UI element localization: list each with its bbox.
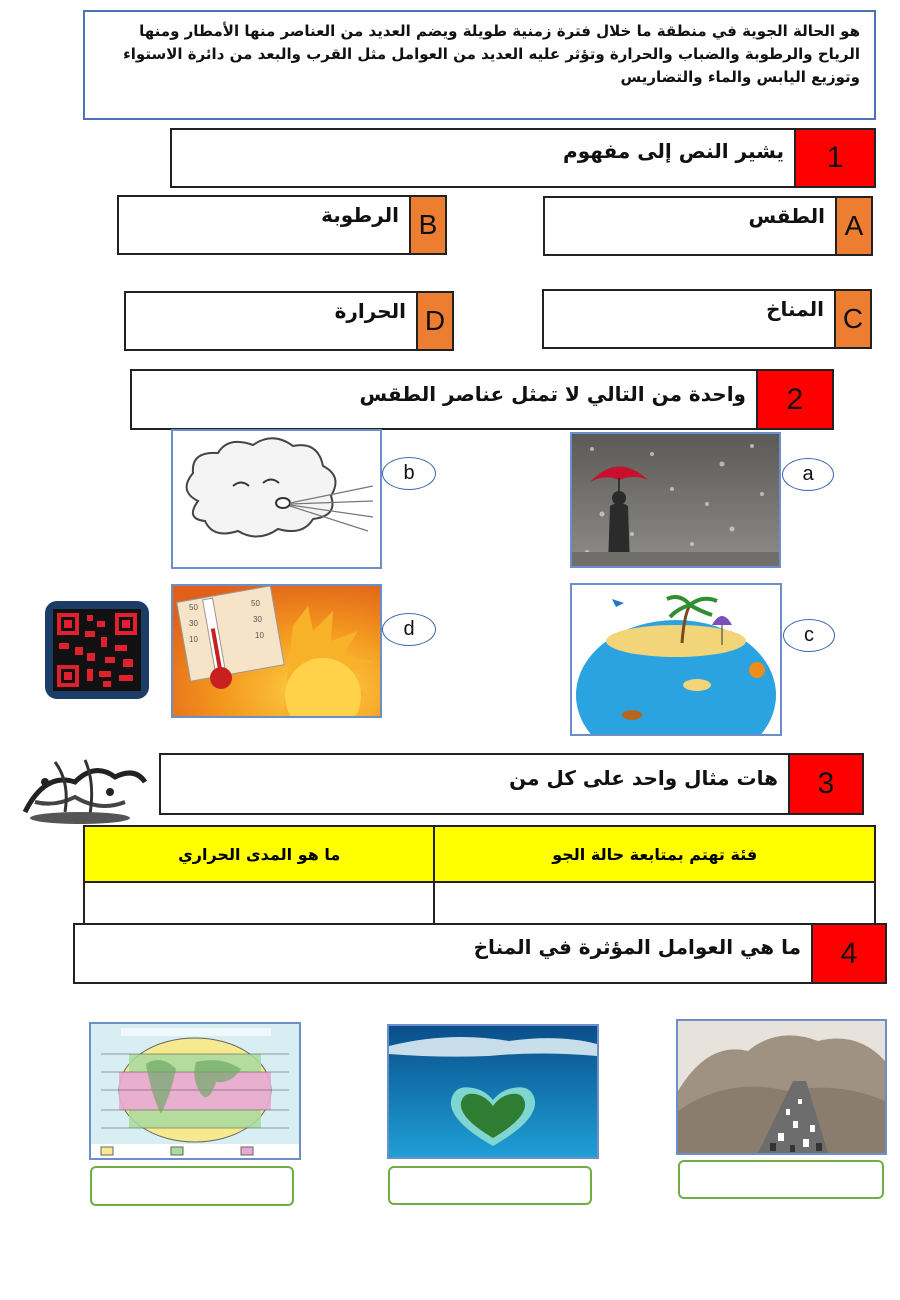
answer-box-climate-zones-map[interactable]	[90, 1166, 294, 1206]
globe-island-icon	[572, 585, 780, 734]
question-number: 4	[811, 925, 885, 982]
svg-text:10: 10	[255, 631, 264, 640]
heart-island-icon	[389, 1026, 597, 1157]
question-4	[73, 923, 887, 984]
image-a[interactable]	[570, 432, 781, 568]
passage-text: هو الحالة الجوية في منطقة ما خلال فترة زمنية طويلة ويضم العديد من العناصر منها الأمطار ومنها الرياح والرطوبة والضباب والحرارة وتؤثر عليه العديد من العوامل مثل القرب والبعد من دائرة الاستواء وتوزيع اليابس والماء والتضاريس	[123, 22, 860, 86]
climate-zones-map-icon	[91, 1024, 299, 1158]
question-2	[130, 369, 834, 430]
option-text: المناخ	[766, 297, 824, 321]
image-c[interactable]	[570, 583, 782, 736]
question-text: ما هي العوامل المؤثرة في المناخ	[473, 934, 801, 959]
option-c[interactable]	[542, 289, 872, 349]
rain-umbrella-icon	[572, 434, 779, 566]
question-number: 1	[794, 130, 874, 186]
question-text: هات مثال واحد على كل من	[509, 766, 778, 790]
svg-text:10: 10	[189, 635, 198, 644]
answer-box-mountain-road[interactable]	[678, 1160, 884, 1199]
option-text: الحرارة	[334, 299, 406, 323]
option-d[interactable]	[124, 291, 454, 351]
calligraphy-ornament-icon	[15, 752, 150, 827]
wind-cloud-icon	[173, 431, 380, 567]
option-text: الطقس	[748, 204, 825, 228]
image-label: d	[403, 618, 415, 640]
mountain-road-icon	[678, 1021, 885, 1153]
passage-box	[83, 10, 876, 120]
option-a[interactable]	[543, 196, 873, 256]
svg-text:30: 30	[189, 619, 198, 628]
svg-text:50: 50	[251, 599, 260, 608]
option-letter: C	[834, 291, 870, 347]
option-b[interactable]	[117, 195, 447, 255]
image-label: c	[804, 624, 814, 646]
option-text: الرطوبة	[321, 203, 399, 227]
image-b[interactable]	[171, 429, 382, 569]
image-climate-zones-map[interactable]	[89, 1022, 301, 1160]
table-header-weather-group: فئة تهتم بمتابعة حالة الجو	[434, 826, 875, 882]
table-answer-cell-1[interactable]	[434, 882, 875, 924]
image-heart-island[interactable]	[387, 1024, 599, 1159]
table-header-temperature-range: ما هو المدى الحراري	[84, 826, 434, 882]
answer-table	[83, 825, 876, 925]
label-c-bubble	[783, 619, 835, 652]
image-d[interactable]	[171, 584, 382, 718]
thermometer-sun-icon	[173, 586, 380, 716]
label-d-bubble	[382, 613, 436, 646]
option-letter: A	[835, 198, 871, 254]
question-number: 3	[788, 755, 862, 813]
image-label: b	[403, 462, 415, 484]
answer-box-heart-island[interactable]	[388, 1166, 592, 1205]
option-letter: D	[416, 293, 452, 349]
question-1	[170, 128, 876, 188]
svg-text:30: 30	[253, 615, 262, 624]
question-3	[159, 753, 864, 815]
label-a-bubble	[782, 458, 834, 491]
table-answer-cell-2[interactable]	[84, 882, 434, 924]
image-mountain-road[interactable]	[676, 1019, 887, 1155]
label-b-bubble	[382, 457, 436, 490]
svg-text:50: 50	[189, 603, 198, 612]
question-text: واحدة من التالي لا تمثل عناصر الطقس	[359, 381, 746, 406]
option-letter: B	[409, 197, 445, 253]
qr-code-icon[interactable]	[45, 601, 149, 699]
qr-pattern	[53, 609, 141, 691]
question-number: 2	[756, 371, 832, 428]
question-text: يشير النص إلى مفهوم	[563, 139, 784, 163]
image-label: a	[802, 463, 814, 485]
